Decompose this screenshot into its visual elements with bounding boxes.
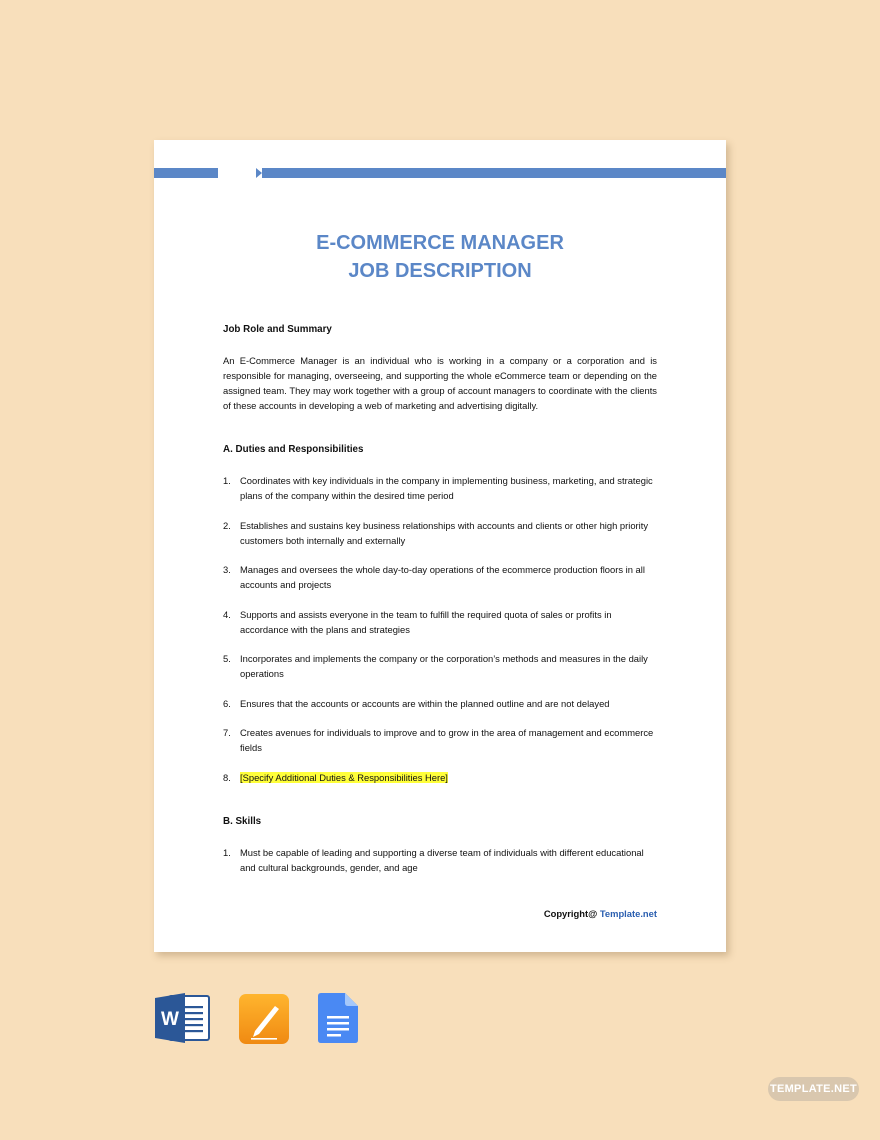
list-text: Incorporates and implements the company or the corporation’s methods and measures in the daily operations: [240, 653, 648, 679]
copyright-link[interactable]: Template.net: [599, 908, 657, 919]
skill-item: [223, 845, 657, 875]
list-number: 8.: [223, 772, 231, 783]
list-text: Establishes and sustains key business relationships with accounts and clients or other high priority customers both internally and externally: [240, 520, 649, 546]
list-number: 1.: [223, 475, 231, 486]
copyright-notice: [544, 908, 657, 919]
list-text: Coordinates with key individuals in the company in implementing business, marketing, and strategic plans of the company within the desired time period: [240, 475, 653, 501]
list-text: Creates avenues for individuals to improve and to grow in the area of management and ecommerce fields: [240, 727, 654, 753]
title-line-1: E-COMMERCE MANAGER: [316, 232, 564, 254]
header-band-right: [256, 168, 726, 178]
list-text: Must be capable of leading and supporting a diverse team of individuals with different educational and cultural backgrounds, gender, and age: [240, 847, 644, 873]
title-line-2: JOB DESCRIPTION: [348, 260, 532, 282]
document-title: [154, 229, 726, 285]
header-band-left: [154, 168, 218, 178]
list-number: 3.: [223, 564, 231, 575]
list-number: 7.: [223, 727, 231, 738]
list-number: 2.: [223, 520, 231, 531]
duty-item: [223, 725, 657, 755]
duty-item: [223, 696, 657, 711]
list-number: 5.: [223, 653, 231, 664]
list-number: 1.: [223, 847, 231, 858]
list-number: 4.: [223, 609, 231, 620]
duty-item: [223, 518, 657, 548]
duty-item: [223, 562, 657, 592]
copyright-label: Copyright@: [543, 908, 598, 919]
summary-paragraph: An E-Commerce Manager is an individual who is working in a company or a corporation and is responsible for managing, overseeing, and supporting the whole eCommerce team or depending on the assigned team. They may work together with a group of account managers to coordinate with the clients of these accounts in developing a web of marketing and advertising digitally.: [223, 355, 657, 411]
duty-item: [223, 607, 657, 637]
pages-icon[interactable]: [238, 993, 290, 1050]
duties-heading: A. Duties and Responsibilities: [223, 444, 364, 455]
template-net-watermark[interactable]: TEMPLATE.NET: [768, 1077, 859, 1101]
header-band-notch: [256, 168, 262, 178]
skills-heading: B. Skills: [223, 816, 262, 827]
google-docs-icon[interactable]: [318, 993, 358, 1048]
list-number: 6.: [223, 698, 231, 709]
duty-item-placeholder: [223, 770, 657, 785]
duty-item: [223, 473, 657, 503]
document-page: [154, 140, 726, 952]
list-text: Manages and oversees the whole day-to-day operations of the ecommerce production floors in all accounts and projects: [240, 564, 645, 590]
duty-item: [223, 651, 657, 681]
highlighted-placeholder-text[interactable]: [Specify Additional Duties & Responsibilities Here]: [240, 772, 448, 783]
word-letter: W: [161, 1009, 179, 1030]
word-icon[interactable]: [155, 993, 211, 1048]
list-text: Supports and assists everyone in the team to fulfill the required quota of sales or profits in accordance with the plans and strategies: [240, 609, 612, 635]
summary-heading: Job Role and Summary: [223, 324, 332, 335]
list-text: Ensures that the accounts or accounts are within the planned outline and are not delayed: [240, 698, 610, 709]
